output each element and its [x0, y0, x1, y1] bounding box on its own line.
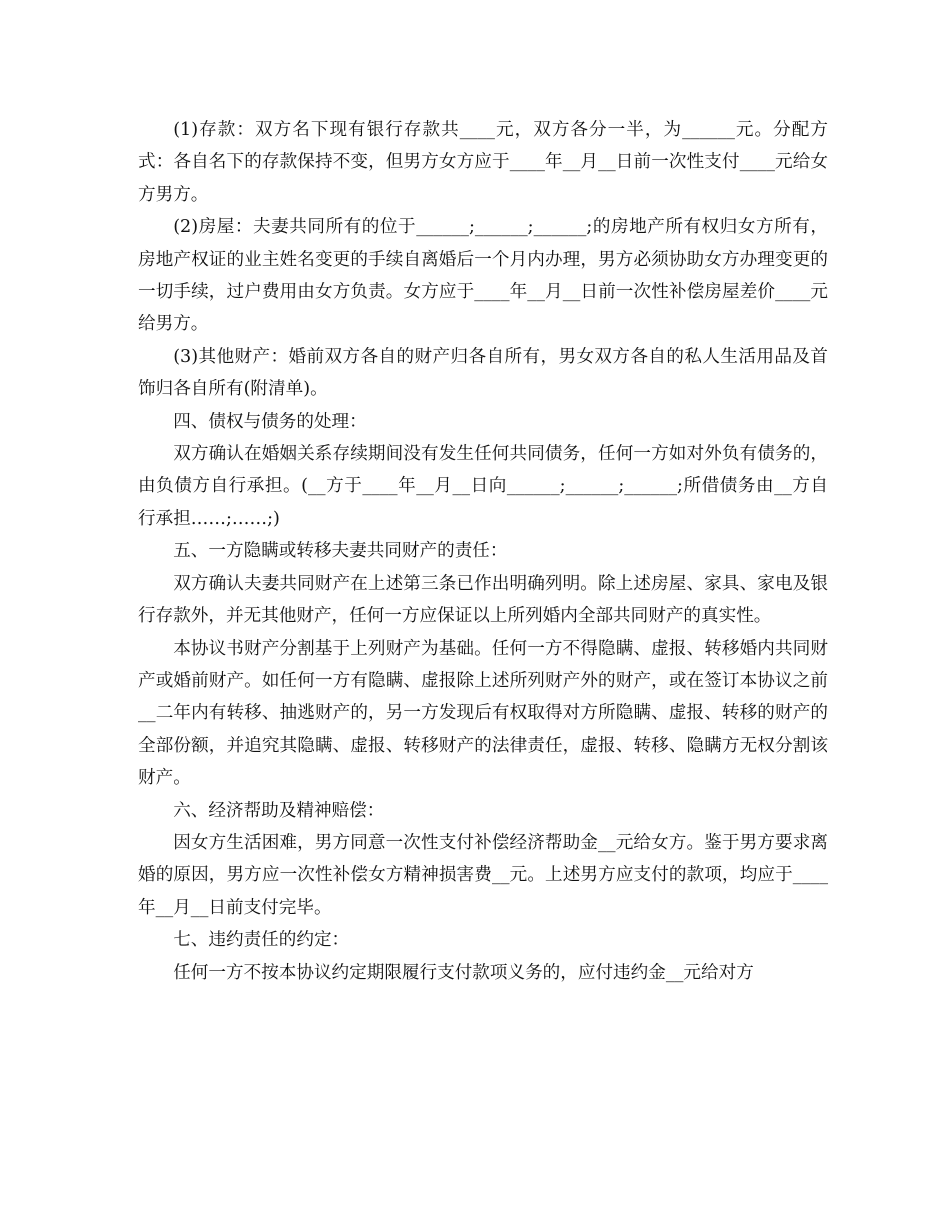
- paragraph-joint-property-confirmation: 双方确认夫妻共同财产在上述第三条已作出明确列明。除上述房屋、家具、家电及银行存款外，并无其他财产，任何一方应保证以上所列婚内全部共同财产的真实性。: [138, 573, 828, 627]
- paragraph-house: (2)房屋：夫妻共同所有的位于______;______;______;的房地产所有权归女方所有，房地产权证的业主姓名变更的手续自离婚后一个月内办理，男方必须协助女方办理变更的一切手续，过户费用由女方负责。女方应于____年__月__日前一次性补偿房屋差价____元给男方。: [138, 217, 828, 335]
- paragraph-deposit: (1)存款：双方名下现有银行存款共____元，双方各分一半，为______元。分配方式：各自名下的存款保持不变，但男方女方应于____年__月__日前一次性支付____元给女方男方。: [138, 120, 828, 205]
- paragraph-other-property: (3)其他财产：婚前双方各自的财产归各自所有，男女双方各自的私人生活用品及首饰归各自所有(附清单)。: [138, 346, 828, 400]
- heading-concealment: 五、一方隐瞒或转移夫妻共同财产的责任：: [173, 541, 508, 562]
- paragraph-concealment-liability: 本协议书财产分割基于上列财产为基础。任何一方不得隐瞒、虚报、转移婚内共同财产或婚前财产。如任何一方有隐瞒、虚报除上述所列财产外的财产，或在签订本协议之前__二年内有转移、抽逃财产的，另一方发现后有权取得对方所隐瞒、虚报、转移的财产的全部份额，并追究其隐瞒、虚报、转移财产的法律责任，虚报、转移、隐瞒方无权分割该财产。: [138, 638, 828, 789]
- paragraph-breach: 任何一方不按本协议约定期限履行支付款项义务的，应付违约金__元给对方: [173, 962, 754, 983]
- heading-compensation: 六、经济帮助及精神赔偿：: [173, 800, 385, 821]
- heading-breach: 七、违约责任的约定：: [173, 930, 350, 951]
- paragraph-debts: 双方确认在婚姻关系存续期间没有发生任何共同债务，任何一方如对外负有债务的，由负债方自行承担。(__方于____年__月__日向______;______;______;所借债务由__方自行承担……;……;): [138, 444, 828, 529]
- document-body: [138, 114, 828, 989]
- heading-debts: 四、债权与债务的处理：: [173, 411, 367, 432]
- paragraph-compensation: 因女方生活困难，男方同意一次性支付补偿经济帮助金__元给女方。鉴于男方要求离婚的原因，男方应一次性补偿女方精神损害费__元。上述男方应支付的款项，均应于____年__月__日前支付完毕。: [138, 832, 828, 918]
